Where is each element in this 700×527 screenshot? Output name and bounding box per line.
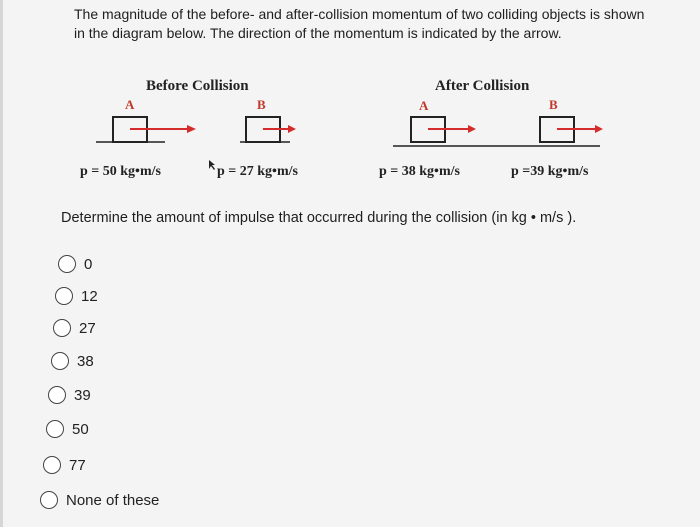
answer-option-label: 50	[72, 420, 89, 438]
after-label-b: B	[549, 97, 558, 112]
question-text: Determine the amount of impulse that occurred during the collision (in kg • m/s ).	[61, 210, 577, 226]
before-momentum-a: p = 50 kg•m/s	[80, 164, 161, 179]
after-collision-title: After Collision	[435, 78, 530, 94]
radio-button[interactable]	[46, 420, 64, 438]
answer-option[interactable]	[58, 255, 92, 273]
radio-button[interactable]	[53, 319, 71, 337]
answer-option[interactable]	[48, 386, 91, 404]
after-arrowhead-b	[595, 125, 603, 133]
after-momentum-a: p = 38 kg•m/s	[379, 164, 460, 179]
radio-button[interactable]	[55, 287, 73, 305]
after-label-a: A	[419, 98, 429, 113]
before-momentum-b: p = 27 kg•m/s	[217, 164, 298, 179]
radio-button[interactable]	[48, 386, 66, 404]
before-label-a: A	[125, 97, 135, 112]
answer-option-label: 0	[84, 255, 93, 273]
answer-option-label: 38	[77, 352, 94, 370]
radio-button[interactable]	[58, 255, 76, 273]
answer-option[interactable]	[55, 287, 98, 305]
before-arrowhead-a	[187, 125, 196, 133]
after-momentum-b: p =39 kg•m/s	[511, 164, 589, 179]
problem-intro: The magnitude of the before- and after-collision momentum of two colliding objects is shown in the diagram below. The direction of the momentum is indicated by the arrow.	[74, 6, 645, 41]
before-label-b: B	[257, 97, 266, 112]
radio-button[interactable]	[40, 491, 58, 509]
answer-option[interactable]	[43, 456, 86, 474]
answer-option-label: 12	[81, 287, 98, 305]
answer-option-label: 27	[79, 319, 96, 337]
cursor-mark-icon	[209, 160, 215, 170]
answer-option[interactable]	[40, 491, 159, 509]
after-arrowhead-a	[468, 125, 476, 133]
answer-option-label: 77	[69, 456, 86, 474]
answer-option[interactable]	[51, 352, 94, 370]
radio-button[interactable]	[43, 456, 61, 474]
radio-button[interactable]	[51, 352, 69, 370]
before-collision-title: Before Collision	[146, 78, 249, 94]
answer-option[interactable]	[53, 319, 96, 337]
answer-option-label: 39	[74, 386, 91, 404]
answer-option-label: None of these	[66, 491, 160, 509]
before-arrowhead-b	[288, 125, 296, 133]
answer-option[interactable]	[46, 420, 89, 438]
